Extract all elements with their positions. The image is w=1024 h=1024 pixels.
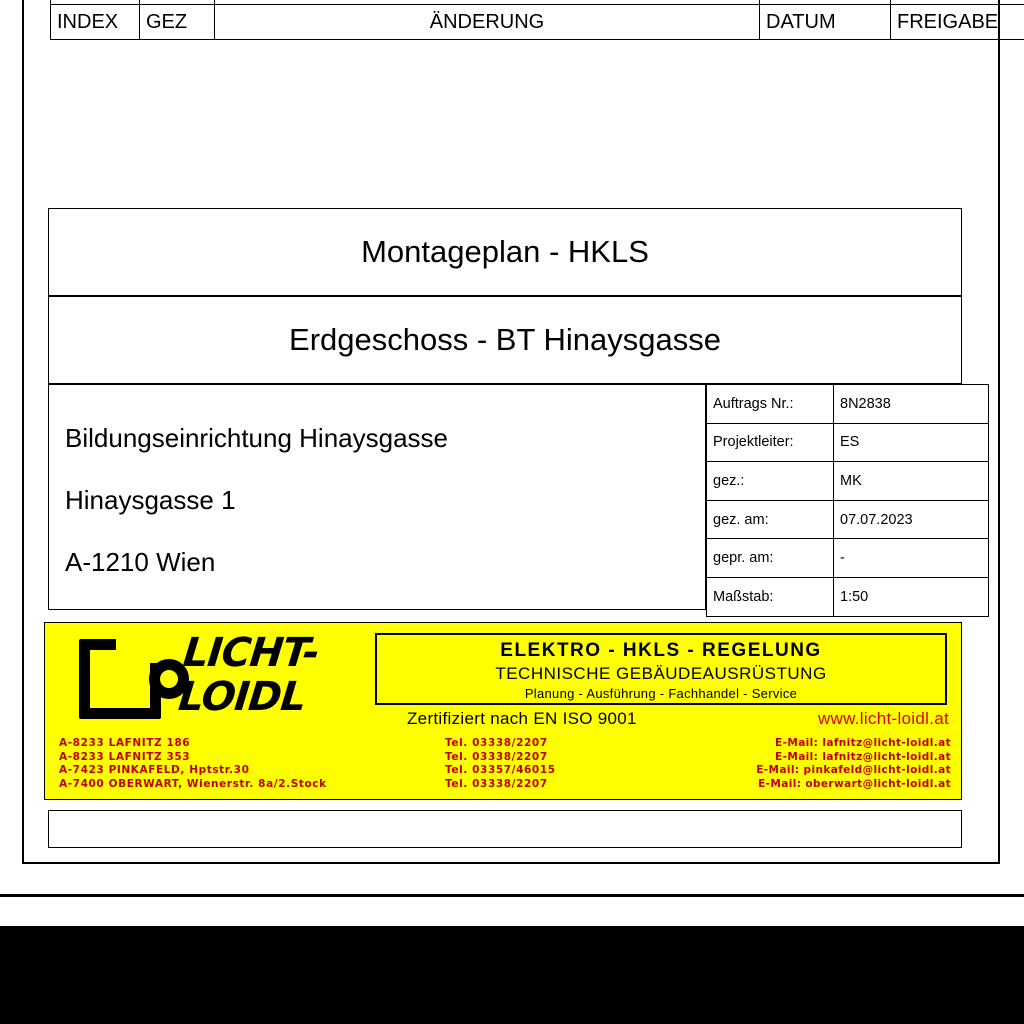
revision-header-change: ÄNDERUNG [215,5,760,40]
revision-header-gez: GEZ [140,5,215,40]
meta-value-project-lead: ES [834,423,989,462]
logo-square-notch [116,633,164,663]
company-website[interactable]: www.licht-loidl.at [817,709,949,728]
client-city: A-1210 Wien [65,547,216,577]
company-services: Planung - Ausführung - Fachhandel - Service [524,686,798,701]
project-meta-table [706,384,989,617]
company-address-2: A-8233 LAFNITZ 353 [59,750,191,763]
company-address-list [59,737,327,791]
company-email-list [756,737,951,791]
drawing-title-main [48,208,962,296]
company-logo-line1: LICHT- [180,630,321,676]
company-address-3: A-7423 PINKAFELD, Hptstr.30 [59,764,250,776]
company-phone-3: Tel. 03357/46015 [445,764,556,776]
table-row [707,385,989,424]
viewer-background [0,926,1024,1024]
revision-header-release: FREIGABE [891,5,1024,40]
drawing-title-main-text: Montageplan - HKLS [361,234,649,269]
meta-value-scale: 1:50 [834,577,989,616]
company-phone-2: Tel. 03338/2207 [445,750,548,763]
company-address-1: A-8233 LAFNITZ 186 [59,737,191,749]
company-phone-1: Tel. 03338/2207 [445,737,548,749]
meta-value-drawn-by: MK [834,462,989,501]
meta-key-drawn-on: gez. am: [707,500,834,539]
client-name: Bildungseinrichtung Hinaysgasse [65,423,449,453]
company-services-box [375,633,947,705]
meta-value-drawn-on: 07.07.2023 [834,500,989,539]
meta-value-checked-on: - [834,539,989,578]
meta-key-checked-on: gepr. am: [707,539,834,578]
company-logo-line2: LOIDL [176,674,308,720]
meta-value-order-no: 8N2838 [834,385,989,424]
company-logo-wordmark [176,631,320,719]
company-phone-list [445,737,556,791]
company-phone-4: Tel. 03338/2207 [445,777,548,790]
table-header-row [51,5,1024,40]
revision-header-index: INDEX [51,5,140,40]
client-address-block [48,384,706,610]
table-row [707,539,989,578]
footer-empty-field [48,810,962,848]
company-email-3[interactable]: E-Mail: pinkafeld@licht-loidl.at [756,764,951,776]
table-row [707,423,989,462]
meta-key-scale: Maßstab: [707,577,834,616]
company-email-2[interactable]: E-Mail: lafnitz@licht-loidl.at [775,750,951,763]
drawing-title-sub-text: Erdgeschoss - BT Hinaysgasse [289,322,721,357]
company-banner [44,622,962,800]
meta-key-drawn-by: gez.: [707,462,834,501]
company-logo-icon [61,630,361,725]
page-bottom-edge [0,894,1024,897]
client-street: Hinaysgasse 1 [65,485,236,515]
company-address-4: A-7400 OBERWART, Wienerstr. 8a/2.Stock [59,777,327,790]
company-email-4[interactable]: E-Mail: oberwart@licht-loidl.at [758,777,951,790]
revision-header-date: DATUM [760,5,891,40]
drawing-title-sub [48,296,962,384]
table-row [707,462,989,501]
table-row [707,577,989,616]
table-row [707,500,989,539]
revision-table [50,0,1024,40]
company-subline: TECHNISCHE GEBÄUDEAUSRÜSTUNG [495,664,827,683]
company-email-1[interactable]: E-Mail: lafnitz@licht-loidl.at [775,737,951,749]
meta-key-project-lead: Projektleiter: [707,423,834,462]
company-certification: Zertifiziert nach EN ISO 9001 [407,709,637,728]
meta-key-order-no: Auftrags Nr.: [707,385,834,424]
company-headline: ELEKTRO - HKLS - REGELUNG [500,640,822,661]
